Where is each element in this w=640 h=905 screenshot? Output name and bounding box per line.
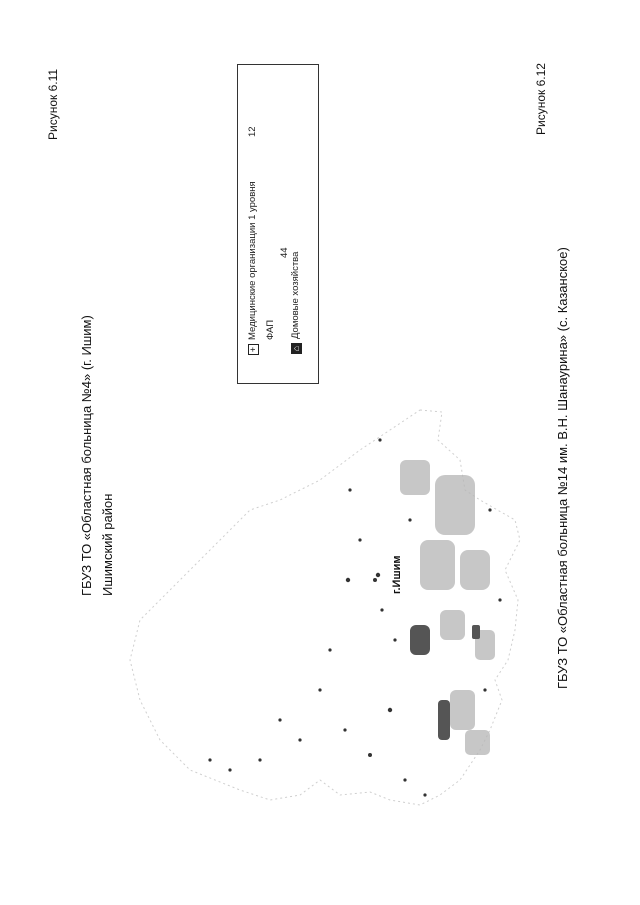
legend-value: 44 [279,247,290,258]
legend-item-fap: ФАП [265,319,276,340]
page-title: ГБУЗ ТО «Областная больница №4» (г. Ишим) [79,315,94,596]
figure-label-6-12: Рисунок 6.12 [534,63,548,135]
city-label: г.Ишим [391,555,403,594]
figure-label-6-11: Рисунок 6.11 [46,68,60,140]
legend-value: 12 [247,126,258,137]
legend-label: Медицинские организации 1 уровня [247,181,258,340]
page-subtitle: Ишимский район [100,493,115,596]
district-outline [130,410,520,805]
legend-item-households [290,252,302,354]
legend-item-med-org [247,181,259,355]
legend-label: Домовые хозяйства [290,251,301,339]
district-map [120,400,540,820]
plus-square-icon: + [248,344,259,355]
house-icon: ⌂ [291,343,302,354]
section-title: ГБУЗ ТО «Областная больница №14 им. В.Н. Шанаурина» (с. Казанское) [555,247,570,689]
